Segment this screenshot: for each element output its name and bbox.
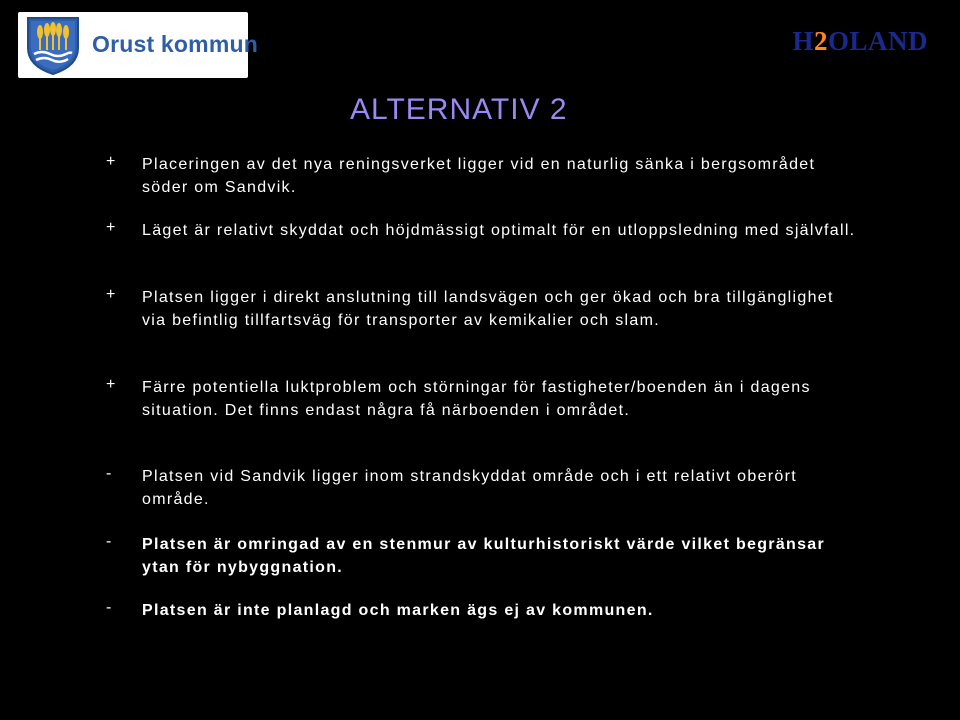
bullet-marker: + xyxy=(106,153,116,170)
bullet-marker: + xyxy=(106,286,116,303)
bullet-marker: - xyxy=(106,465,112,482)
bullet-text: Platsen ligger i direkt anslutning till landsvägen och ger ökad och bra tillgänglighet via befintlig tillfartsväg för transporter av kemikalier och slam. xyxy=(142,289,834,329)
bullet-marker: - xyxy=(106,533,112,550)
bullet-text: Läget är relativt skyddat och höjdmässigt optimalt för en utloppsledning med självfall. xyxy=(142,222,856,239)
bullet-text: Färre potentiella luktproblem och störningar för fastigheter/boenden än i dagens situation. Det finns endast några få närboenden i området. xyxy=(142,379,811,419)
bullet-marker: + xyxy=(106,376,116,393)
brand-prefix: H xyxy=(792,26,814,56)
bullet-text: Platsen är omringad av en stenmur av kulturhistoriskt värde vilket begränsar ytan för nybyggnation. xyxy=(142,536,826,576)
bullet-marker: + xyxy=(106,219,116,236)
bullet-text: Platsen är inte planlagd och marken ägs ej av kommunen. xyxy=(142,602,654,619)
brand-suffix: OLAND xyxy=(827,26,928,56)
bullet-text: Platsen vid Sandvik ligger inom strandskyddat område och i ett relativt oberört område. xyxy=(142,468,797,508)
slide-title: ALTERNATIV 2 xyxy=(350,93,568,126)
orust-kommun-logo xyxy=(18,12,258,78)
bullet-text: Placeringen av det nya reningsverket ligger vid en naturlig sänka i bergsområdet söder om Sandvik. xyxy=(142,156,816,196)
brand-number: 2 xyxy=(813,26,828,56)
municipal-crest-icon xyxy=(22,14,84,76)
bullet-marker: - xyxy=(106,599,112,616)
org-logo-text: Orust kommun xyxy=(92,31,258,57)
h2oland-brand-logo xyxy=(792,26,928,57)
